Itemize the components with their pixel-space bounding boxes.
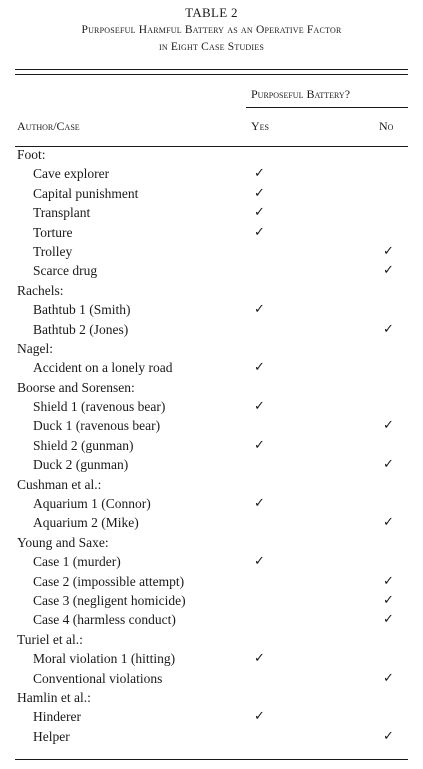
check-no-icon: ✓ <box>383 321 394 337</box>
case-label: Duck 2 (gunman) <box>33 457 129 473</box>
case-label: Torture <box>33 224 73 240</box>
case-label: Moral violation 1 (hitting) <box>33 651 176 667</box>
table-group-row <box>0 281 423 300</box>
table-group-row <box>0 378 423 397</box>
case-label: Case 1 (murder) <box>33 554 121 570</box>
table-row <box>0 513 423 532</box>
case-label: Aquarium 1 (Connor) <box>33 496 151 512</box>
table-row <box>0 649 423 668</box>
table-group-row <box>0 145 423 164</box>
table-row <box>0 552 423 571</box>
top-rule-2 <box>15 74 408 75</box>
check-no-icon: ✓ <box>383 612 394 628</box>
table-row <box>0 707 423 726</box>
table-row <box>0 184 423 203</box>
group-label: Rachels: <box>17 282 64 298</box>
case-label: Case 4 (harmless conduct) <box>33 612 176 628</box>
case-label: Transplant <box>33 205 91 221</box>
case-label: Case 3 (negligent homicide) <box>33 592 186 608</box>
check-no-icon: ✓ <box>383 243 394 259</box>
case-label: Aquarium 2 (Mike) <box>33 515 139 531</box>
check-no-icon: ✓ <box>383 418 394 434</box>
table-row <box>0 572 423 591</box>
table-row <box>0 223 423 242</box>
case-label: Capital punishment <box>33 185 139 201</box>
case-label: Shield 2 (gunman) <box>33 437 134 453</box>
case-label: Bathtub 2 (Jones) <box>33 321 129 337</box>
table-caption-line-2: in Eight Case Studies <box>158 41 265 53</box>
table-row <box>0 591 423 610</box>
table-group-row <box>0 475 423 494</box>
group-label: Hamlin et al.: <box>17 689 91 705</box>
case-label: Helper <box>33 728 70 744</box>
check-no-icon: ✓ <box>383 728 394 744</box>
check-no-icon: ✓ <box>383 263 394 279</box>
table-group-row <box>0 533 423 552</box>
bottom-rule <box>15 759 408 760</box>
check-no-icon: ✓ <box>383 592 394 608</box>
table-row <box>0 727 423 746</box>
table-row <box>0 242 423 261</box>
group-label: Cushman et al.: <box>17 476 102 492</box>
case-label: Hinderer <box>33 709 81 725</box>
case-label: Conventional violations <box>33 670 163 686</box>
group-label: Turiel et al.: <box>17 631 83 647</box>
table-row <box>0 436 423 455</box>
table-row <box>0 300 423 319</box>
table-row <box>0 397 423 416</box>
table-group-row <box>0 630 423 649</box>
check-yes-icon: ✓ <box>254 302 265 318</box>
check-yes-icon: ✓ <box>254 224 265 240</box>
no-column-header: No <box>379 119 394 133</box>
case-label: Cave explorer <box>33 166 110 182</box>
check-yes-icon: ✓ <box>254 166 265 182</box>
table-row <box>0 669 423 688</box>
check-no-icon: ✓ <box>383 670 394 686</box>
check-yes-icon: ✓ <box>254 205 265 221</box>
purposeful-battery-header: Purposeful Battery? <box>251 87 351 101</box>
table-row <box>0 203 423 222</box>
table-row <box>0 164 423 183</box>
table-row <box>0 358 423 377</box>
table-row <box>0 494 423 513</box>
check-yes-icon: ✓ <box>254 651 265 667</box>
table-group-row <box>0 688 423 707</box>
table-body <box>0 145 423 746</box>
check-yes-icon: ✓ <box>254 399 265 415</box>
check-yes-icon: ✓ <box>254 709 265 725</box>
table-group-row <box>0 339 423 358</box>
case-label: Case 2 (impossible attempt) <box>33 573 185 589</box>
table-caption-line-1: Purposeful Harmful Battery as an Operative Factor <box>81 24 342 36</box>
table-title: TABLE 2 <box>185 5 238 20</box>
case-label: Shield 1 (ravenous bear) <box>33 399 166 415</box>
case-label: Trolley <box>33 243 73 259</box>
table-row <box>0 455 423 474</box>
check-no-icon: ✓ <box>383 573 394 589</box>
spanner-rule <box>246 107 408 108</box>
yes-column-header: Yes <box>251 119 270 133</box>
table-row <box>0 610 423 629</box>
case-label: Accident on a lonely road <box>33 360 173 376</box>
check-yes-icon: ✓ <box>254 360 265 376</box>
group-label: Young and Saxe: <box>17 534 109 550</box>
group-label: Boorse and Sorensen: <box>17 379 135 395</box>
check-yes-icon: ✓ <box>254 554 265 570</box>
table-row <box>0 320 423 339</box>
group-label: Foot: <box>17 147 46 162</box>
check-yes-icon: ✓ <box>254 437 265 453</box>
case-label: Bathtub 1 (Smith) <box>33 302 131 318</box>
check-no-icon: ✓ <box>383 457 394 473</box>
case-label: Scarce drug <box>33 263 98 279</box>
table-row <box>0 416 423 435</box>
group-label: Nagel: <box>17 340 53 356</box>
check-no-icon: ✓ <box>383 515 394 531</box>
author-case-header: Author/Case <box>17 119 80 133</box>
check-yes-icon: ✓ <box>254 185 265 201</box>
case-label: Duck 1 (ravenous bear) <box>33 418 161 434</box>
check-yes-icon: ✓ <box>254 496 265 512</box>
top-rule-1 <box>15 69 408 70</box>
table-row <box>0 261 423 280</box>
